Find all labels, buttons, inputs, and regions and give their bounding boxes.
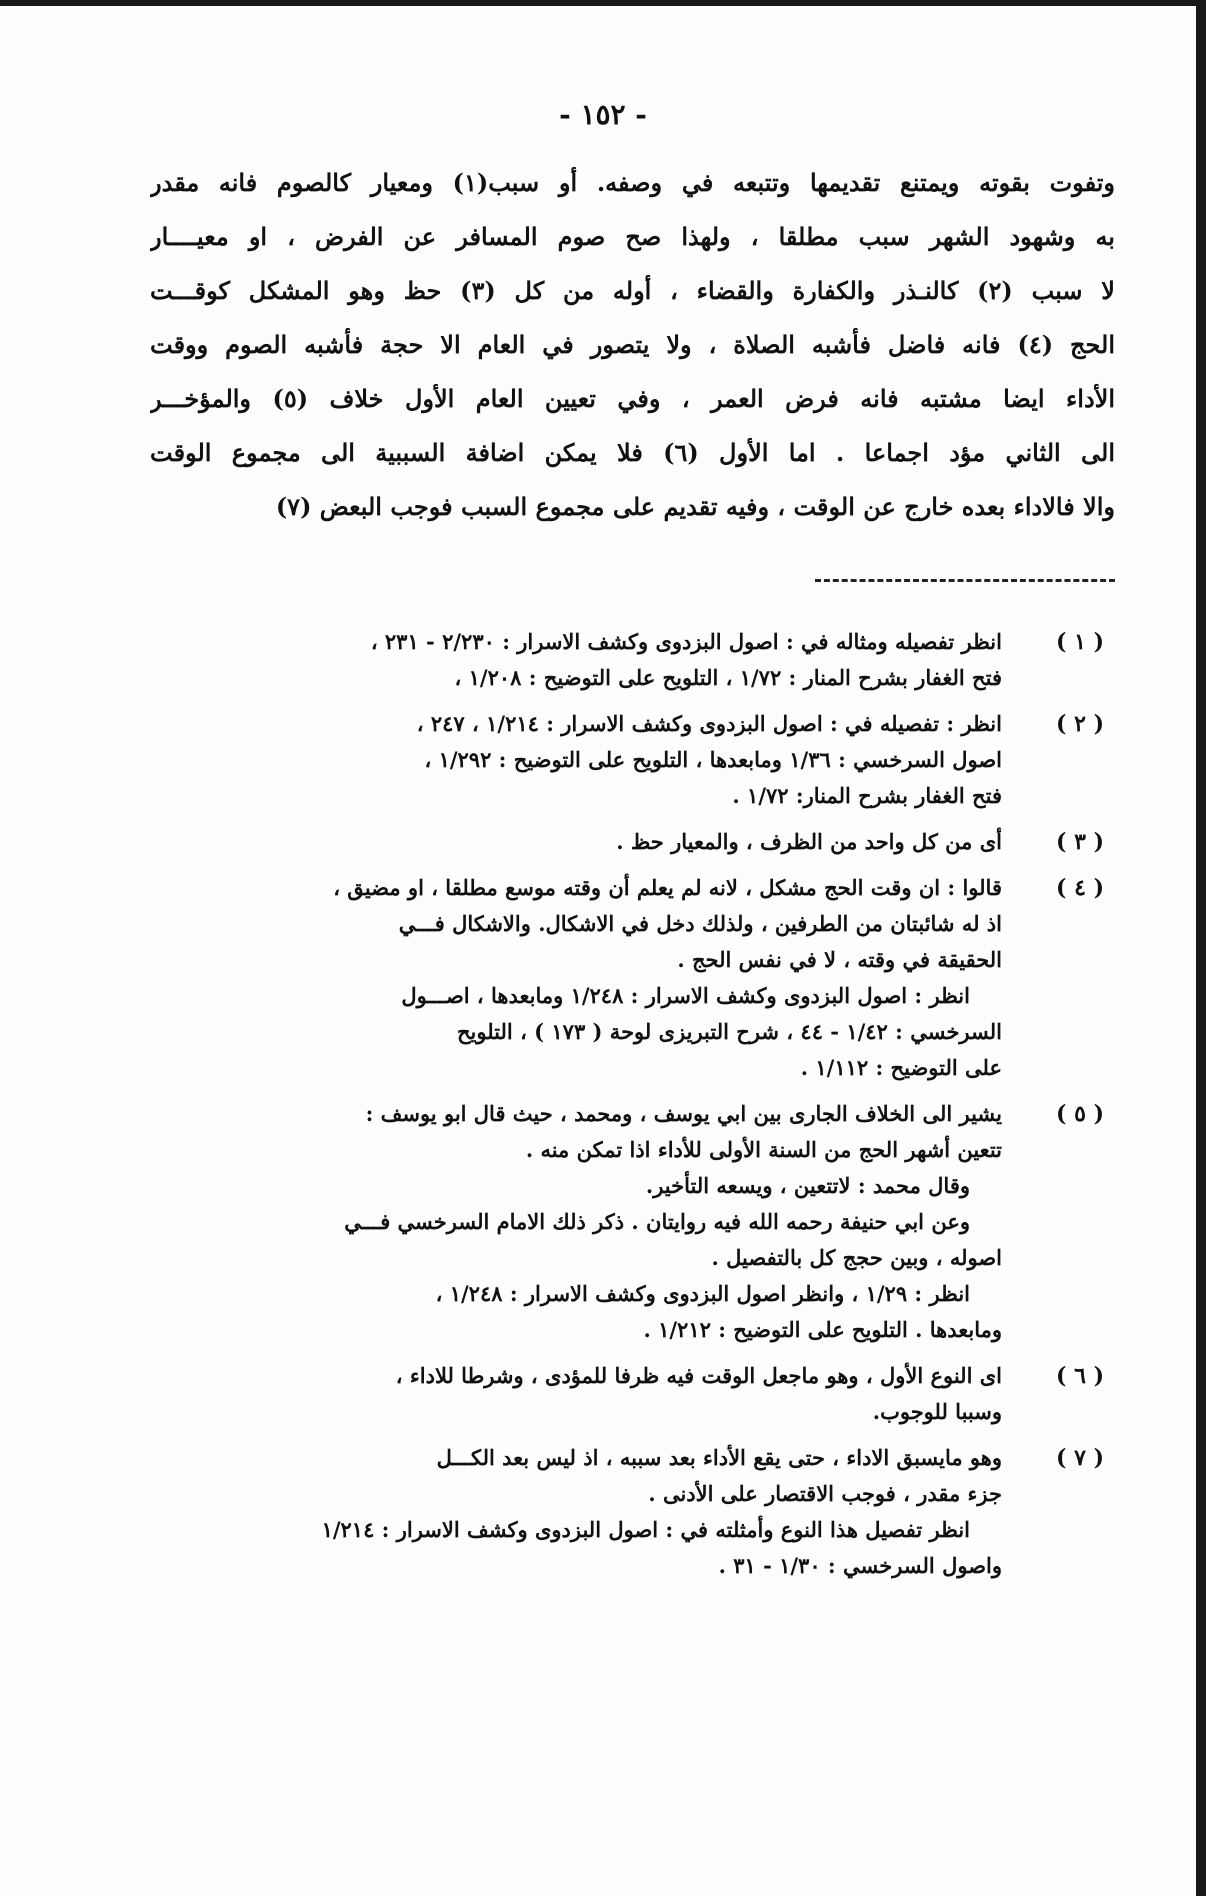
footnote-line: وهو مايسبق الاداء ، حتى يقع الأداء بعد سببه ، اذ ليس بعد الكـــل [436,1445,1002,1470]
page-number: - ١٥٢ - [559,98,647,131]
footnote-line: يشير الى الخلاف الجارى بين ابي يوسف ، ومحمد ، حيث قال ابو يوسف : [365,1101,1002,1126]
footnote-marker: ( ٤ ) [1056,875,1104,901]
footnote-line: انظر تفصيل هذا النوع وأمثلته في : اصول البزدوى وكشف الاسرار : ١/٢١٤ [321,1517,970,1542]
footnote-line: ومابعدها . التلويح على التوضيح : ١/٢١٢ . [643,1317,1002,1342]
footnote-5 [120,1096,1120,1348]
footnote-line: اذ له شائبتان من الطرفين ، ولذلك دخل في الاشكال. والاشكال فـــي [398,911,1002,936]
footnote-line: على التوضيح : ١/١١٢ . [800,1055,1002,1080]
footnote-separator [815,579,1115,582]
footnote-line: وعن ابي حنيفة رحمه الله فيه روايتان . ذكر ذلك الامام السرخسي فـــي [344,1209,970,1234]
footnote-2 [120,706,1120,814]
footnote-line: انظر : ١/٢٩ ، وانظر اصول البزدوى وكشف الاسرار : ١/٢٤٨ ، [435,1281,970,1306]
footnote-line: اصول السرخسي : ١/٣٦ ومابعدها ، التلويح على التوضيح : ١/٢٩٢ ، [424,747,1002,772]
footnote-line: وسببا للوجوب. [872,1399,1002,1424]
footnote-marker: ( ١ ) [1056,629,1104,655]
text-line: الأداء ايضا مشتبه فانه فرض العمر ، وفي تعيين العام الأول خلاف (٥) والمؤخـــر [150,384,1115,413]
text-line: وتفوت بقوته ويمتنع تقديمها وتتبعه في وصفه. أو سبب(١) ومعيار كالصوم فانه مقدر [150,168,1115,197]
footnote-line: انظر تفصيله ومثاله في : اصول البزدوى وكشف الاسرار : ٢/٢٣٠ - ٢٣١ ، [370,629,1002,654]
footnote-line: الحقيقة في وقته ، لا في نفس الحج . [677,947,1002,972]
footnote-marker: ( ٥ ) [1056,1101,1104,1127]
footnote-line: السرخسي : ١/٤٢ - ٤٤ ، شرح التبريزى لوحة ( ١٧٣ ) ، التلويح [456,1019,1002,1044]
text-line: الحج (٤) فانه فاضل فأشبه الصلاة ، ولا يتصور في العام الا حجة فأشبه الصوم ووقت [150,330,1115,359]
text-line: والا فالاداء بعده خارج عن الوقت ، وفيه تقديم على مجموع السبب فوجب البعض (٧) [275,492,1115,521]
footnote-line: أى من كل واحد من الظرف ، والمعيار حظ . [616,829,1002,854]
text-line: به وشهود الشهر سبب مطلقا ، ولهذا صح صوم المسافر عن الفرض ، او معيــــار [150,222,1115,251]
footnote-line: فتح الغفار بشرح المنار : ١/٧٢ ، التلويح على التوضيح : ١/٢٠٨ ، [454,665,1002,690]
footnote-line: واصول السرخسي : ١/٣٠ - ٣١ . [718,1553,1002,1578]
footnote-line: فتح الغفار بشرح المنار: ١/٧٢ . [732,783,1002,808]
main-text [150,156,1115,534]
footnote-3 [120,824,1120,860]
footnote-line: انظر : تفصيله في : اصول البزدوى وكشف الاسرار : ١/٢١٤ ، ٢٤٧ ، [416,711,1002,736]
text-line: لا سبب (٢) كالنـذر والكفارة والقضاء ، أوله من كل (٣) حظ وهو المشكل كوقـــت [150,276,1115,305]
footnotes [120,624,1120,1594]
footnote-marker: ( ٦ ) [1056,1363,1104,1389]
text-line: الى الثاني مؤد اجماعا . اما الأول (٦) فلا يمكن اضافة السببية الى مجموع الوقت [150,438,1115,467]
footnote-1 [120,624,1120,696]
footnote-line: وقال محمد : لاتتعين ، ويسعه التأخير. [645,1173,970,1198]
footnote-line: جزء مقدر ، فوجب الاقتصار على الأدنى . [648,1481,1002,1506]
footnote-line: اصوله ، وبين حجج كل بالتفصيل . [711,1245,1002,1270]
footnote-line: قالوا : ان وقت الحج مشكل ، لانه لم يعلم أن وقته موسع مطلقا ، او مضيق ، [333,875,1002,900]
footnote-line: اى النوع الأول ، وهو ماجعل الوقت فيه ظرفا للمؤدى ، وشرطا للاداء ، [395,1363,1002,1388]
footnote-line: انظر : اصول البزدوى وكشف الاسرار : ١/٢٤٨ ومابعدها ، اصـــول [401,983,970,1008]
footnote-marker: ( ٣ ) [1056,829,1104,855]
footnote-4 [120,870,1120,1086]
footnote-6 [120,1358,1120,1430]
footnote-line: تتعين أشهر الحج من السنة الأولى للأداء اذا تمكن منه . [525,1137,1002,1162]
footnote-marker: ( ٧ ) [1056,1445,1104,1471]
footnote-marker: ( ٢ ) [1056,711,1104,737]
footnote-7 [120,1440,1120,1584]
